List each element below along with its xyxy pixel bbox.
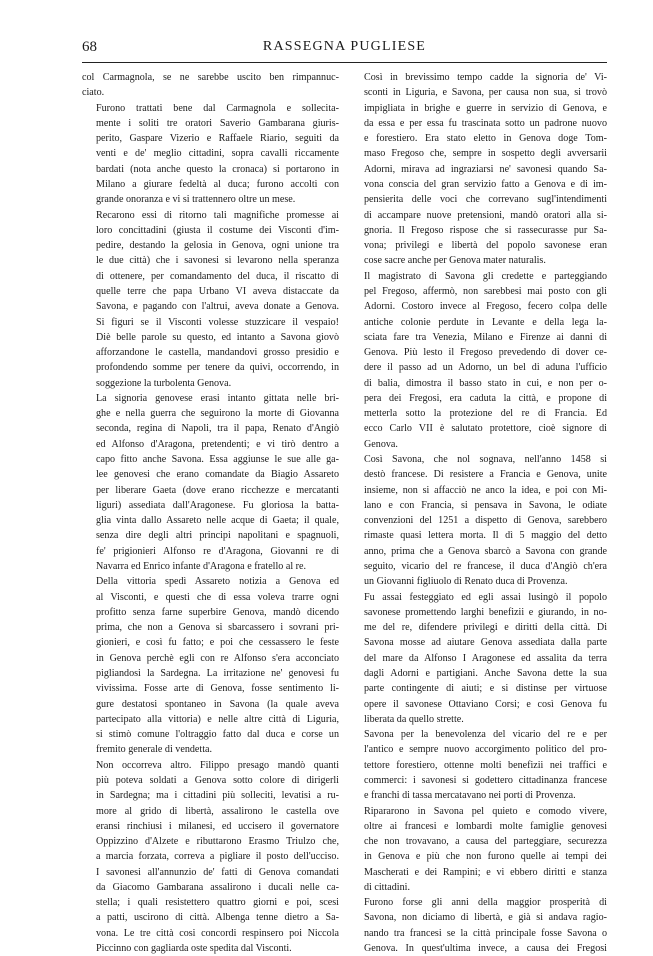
- page-number: 68: [82, 39, 97, 55]
- text-line: venti e de' meglio cittadini, sopra cavalli riccamente: [96, 148, 339, 160]
- text-line: e forestiero. Era stato eletto in Genova doge Tom-: [364, 133, 607, 145]
- text-line: da Giacomo Gambarana assalirono i ducali nelle ca-: [96, 881, 339, 893]
- text-line: senza dire degli altri principi napolitani e spagnuoli,: [96, 530, 339, 542]
- left-column: [82, 70, 339, 956]
- text-line: Fu assai festeggiato ed egli assai lusingò il popolo: [364, 591, 607, 603]
- text-line: grande onoranza e vi si trattennero oltre un mese.: [96, 194, 296, 206]
- text-line: anno, prima che a Genova sbarcò a Savona con grande: [364, 545, 607, 557]
- text-line: Navarra ed Enrico infante d'Aragona e fratello al re.: [96, 561, 307, 572]
- text-line: sconti in Liguria, e Savona, per causa non sua, si trovò: [364, 87, 607, 99]
- text-line: bardati (nota anche questo la cronaca) si portarono in: [96, 163, 339, 175]
- text-line: da essa e per essa fu trascinata sotto un padrone nuovo: [364, 117, 607, 129]
- text-line: nando tra francesi se la città principale fosse Savona o: [364, 927, 607, 939]
- text-line: me del re, difendere privilegi e diritti della città. Di: [364, 622, 607, 634]
- text-line: rimaste quasi lettera morta. Il dì 5 maggio del detto: [364, 530, 607, 542]
- text-line: Savona, e pagando con l'altrui, aveva donate a Genova.: [96, 301, 339, 313]
- text-line: gionieri, e così fu fatto; e poi che cessassero le feste: [96, 637, 339, 649]
- text-line: al Visconti, e questi che di essa voleva trarre ogni: [96, 591, 339, 603]
- text-line: pera dei Fregosi, era caduta la città, e propone di: [364, 392, 607, 404]
- text-line: pel Fregoso, affermò, non sarebbesi mai posto con gli: [364, 285, 607, 297]
- text-line: stella; i quali resistettero quattro giorni e poi, scesi: [96, 897, 339, 909]
- paragraph: [350, 804, 607, 896]
- text-line: lee genovesi che erano comandate da Biagio Assareto: [96, 469, 339, 481]
- text-line: parte contingente di aiuti; e si distinse per virtuose: [364, 683, 607, 695]
- text-line: che non trovavano, a causa del parteggiare, securezza: [364, 836, 607, 848]
- text-line: sciata fare tra Venezia, Milano e Firenze ai danni di: [364, 331, 607, 343]
- text-line: in Genova perchè egli con re Alfonso s'era acconciato: [96, 652, 339, 664]
- right-column: [350, 70, 607, 956]
- text-line: per liberare Gaeta (dove erano ricchezze e mercatanti: [96, 484, 339, 496]
- text-line: pigliandosi la Sardegna. La irritazione ne' genovesi fu: [96, 667, 339, 679]
- text-line: vona. Le tre città cosi concordi respinsero poi Niccola: [96, 927, 339, 939]
- text-line: impigliata in brighe e guerre in servizio di Genova, e: [364, 102, 607, 114]
- paragraph: [350, 452, 607, 590]
- paragraph: [350, 590, 607, 728]
- text-line: vona; privilegi e libertà del popolo savonese eran: [364, 240, 607, 252]
- text-line: mente i soliti tre oratori Saverio Gambarana giuris-: [96, 117, 339, 129]
- text-line: prima, che non a Genova si sbarcassero i sovrani pri-: [96, 622, 339, 634]
- text-line: gure destatosi spontaneo in Savona (la quale aveva: [96, 698, 339, 710]
- paragraph: [82, 574, 339, 757]
- text-line: ciato.: [82, 87, 105, 99]
- text-line: Furono trattati bene dal Carmagnola e sollecita-: [96, 102, 339, 114]
- text-line: Milano a giurare fedeltà al duca; furono accolti con: [96, 178, 339, 190]
- paragraph: [350, 895, 607, 956]
- text-line: pedire, destando la gelosia in Genova, ogni unione tra: [96, 240, 339, 252]
- text-line: partecipato alla vittoria) e nelle altre città di Liguria,: [96, 713, 339, 725]
- text-line: antiche colonie perdute in Levante e della lega la-: [364, 316, 607, 328]
- text-line: lano e con Francia, si pensava in Savona, le odiate: [364, 499, 607, 511]
- text-line: Savona per la benevolenza del vicario del re e per: [364, 729, 607, 741]
- text-line: soggezione la turbolenta Genova.: [96, 377, 232, 389]
- text-line: dagli Adorni e partigiani. Anche Savona dette la sua: [364, 667, 607, 679]
- paragraph: [82, 391, 339, 574]
- text-line: Ripararono in Savona pel quieto e comodo vivere,: [364, 805, 607, 817]
- text-line: col Carmagnola, se ne sarebbe uscito ben rimpannuc-: [82, 72, 339, 83]
- text-line: oltre ai francesi e lombardi molte famiglie genovesi: [364, 820, 607, 832]
- text-line: capo fitto anche Savona. Essa aggiunse le sue alle ga-: [96, 454, 339, 466]
- text-line: loro concittadini (giusta il costume dei Visconti d'im-: [96, 224, 339, 236]
- text-line: maso Fregoso che, sempre in sospetto degli avversarii: [364, 148, 607, 160]
- text-line: Così Savona, che nol sognava, nell'anno 1458 si: [364, 454, 607, 466]
- text-line: di cittadini.: [364, 881, 410, 893]
- text-line: e franchi di tassa mercatavano nei porti di Provenza.: [364, 790, 576, 802]
- paragraph: [82, 758, 339, 956]
- paragraph: [82, 70, 339, 101]
- text-line: di balia, dimostra il basso stato in cui, e non per o-: [364, 377, 607, 389]
- text-line: afforzandone le castella, mandandovi grosso presidio e: [96, 347, 339, 359]
- text-line: metterla sotto la protezione del re di Francia. Ed: [364, 408, 607, 420]
- paragraph: [350, 727, 607, 803]
- text-line: ghe e nella guerra che seguirono la morte di Giovanna: [96, 408, 339, 420]
- text-line: si stimò comune l'oltraggio fatto dal duca e corse un: [96, 729, 339, 741]
- text-line: di accampare nuove pretensioni, mandò oratori alla si-: [364, 209, 607, 221]
- text-line: Diè belle parole su questo, ed intanto a Savona giovò: [96, 331, 339, 343]
- text-line: Oppizzino d'Alzete e ributtarono Erasmo Triulzo che,: [96, 836, 339, 848]
- text-line: fremito generale di vendetta.: [96, 744, 213, 756]
- text-line: ed Alfonso d'Aragona, pretendenti; e vi tirò dentro a: [96, 438, 339, 450]
- paragraph: [350, 70, 607, 269]
- text-line: perito, Gaspare Vizerio e Raffaele Riario, seguiti da: [96, 133, 339, 145]
- text-line: eransi rinchiusi i milanesi, ed uccisero il governatore: [96, 820, 339, 832]
- text-line: Genova.: [364, 438, 398, 450]
- text-line: ecco Carlo VII è salutato protettore, cioè signore di: [364, 423, 607, 435]
- text-line: del mare da Alfonso I Aragonese ed assalita da terra: [364, 652, 607, 664]
- text-line: Piccinno con gagliarda oste spedita dal Visconti.: [96, 943, 292, 955]
- paragraph: [82, 101, 339, 208]
- text-line: gnoria. Il Fregoso rispose che si rassecurasse pur Sa-: [364, 224, 607, 236]
- text-line: commerci: i savonesi si godettero cittadinanza francese: [364, 774, 607, 786]
- text-line: Savona, non diciamo di libertà, e già si andava ragio-: [364, 912, 607, 924]
- text-line: Genova. Più lesto il Fregoso prevedendo di dover ce-: [364, 347, 607, 359]
- text-line: liberata da quello strette.: [364, 713, 464, 725]
- text-line: le due città) che i savonesi si levarono nella speranza: [96, 255, 339, 267]
- text-line: vivissima. Fosse arte di Genova, fosse sentimento li-: [96, 683, 339, 695]
- text-line: fe' prigionieri Alfonso re d'Aragona, Giovanni re di: [96, 545, 339, 557]
- text-line: cose sacre anche per Genova mater naturalis.: [364, 255, 546, 267]
- text-line: in Genova e più che non furono quelle ai tempi dei: [364, 851, 607, 863]
- text-line: vona conscia del gran servizio fatto a Genova e di im-: [364, 178, 607, 190]
- text-line: opere il savonese Ottaviano Corsi; e così Genova fu: [364, 698, 607, 710]
- text-line: un Giovanni figliuolo di Renato duca di Provenza.: [364, 576, 568, 588]
- text-line: Non occorreva altro. Filippo presago mandò quanti: [96, 759, 339, 771]
- text-line: insieme, non si affacciò ne anco la idea, e poi con Mi-: [364, 484, 607, 496]
- paragraph: [82, 208, 339, 391]
- text-line: Si figuri se il Visconti volesse stuzzicare il vespaio!: [96, 316, 339, 328]
- text-line: Savona mosse ad aiutare Genova assediata dalla parte: [364, 637, 607, 649]
- running-title: RASSEGNA PUGLIESE: [262, 39, 427, 54]
- text-line: seconda, regina di Napoli, tra il papa, Renato d'Angiò: [96, 423, 339, 435]
- text-line: dere il passo ad un Adorno, un bel di aduna l'ufficio: [364, 362, 607, 374]
- text-line: quelle terre che papa Urbano VI aveva distaccate da: [96, 285, 339, 297]
- text-line: seguito, vicario del re francese, il duca d'Angiò ch'era: [364, 561, 607, 572]
- text-line: Adorni. Costoro invece al Fregoso, fecero colpa delle: [364, 301, 607, 313]
- text-line: Adorni, mirava ad ingraziarsi ne' savonesi quando Sa-: [364, 163, 607, 175]
- text-line: in Sardegna; ma i cittadini più solleciti, levatisi a ru-: [96, 790, 339, 802]
- text-line: Della vittoria spedì Assareto notizia a Genova ed: [96, 576, 339, 588]
- text-line: glia vinta dallo Assareto nelle acque di Gaeta; il quale,: [96, 515, 339, 527]
- text-line: l'antico e sempre nuovo accorgimento politico del pro-: [364, 744, 607, 756]
- text-line: profondendo somme per tenere da quivi, occorrendo, in: [96, 362, 339, 374]
- text-line: destò francese. Di resistere a Francia e Genova, unite: [364, 469, 607, 481]
- text-line: a marcia forzata, correva a pigliare il posto dell'ucciso.: [96, 851, 339, 863]
- text-line: Genova. In quest'ultima invece, a causa dei Fregosi: [364, 943, 607, 955]
- text-line: more al grido di libertà, assalirono le castella ove: [96, 805, 339, 817]
- text-line: Furono forse gli anni della maggior prosperità di: [364, 897, 607, 909]
- text-line: Così in brevissimo tempo cadde la signoria de' Vi-: [364, 72, 607, 83]
- text-line: profitto senza farne superbire Genova, mandò dicendo: [96, 606, 339, 618]
- text-line: I savonesi all'annunzio de' fatti di Genova comandati: [96, 866, 339, 878]
- text-line: convenzioni del 1251 a dispetto di Genova, sarebbero: [364, 515, 607, 527]
- text-line: tettore forestiero, ottenne molti benefizii nei traffici e: [364, 759, 607, 771]
- text-line: Mascherati e dei Rampini; e vi ebbero diritti e stanza: [364, 866, 607, 878]
- text-line: savonese promettendo larghi benefizii e giurando, in no-: [364, 606, 607, 618]
- text-line: Il magistrato di Savona gli credette e parteggiando: [364, 270, 607, 282]
- text-line: Recarono essi di ritorno tali magnifiche promesse ai: [96, 209, 339, 221]
- page-header: [82, 36, 607, 56]
- paragraph: [350, 269, 607, 452]
- text-line: più poteva soldati a Genova sotto colore di dirigerli: [96, 774, 339, 786]
- text-line: La signoria genovese erasi intanto gittata nelle bri-: [96, 392, 339, 404]
- text-line: liguri) assediata dall'Aragonese. Fu gloriosa la batta-: [96, 499, 339, 511]
- text-line: pensierita delle voci che correvano sugl'intendimenti: [364, 194, 607, 206]
- text-line: a patti, uscirono di città. Albenga tenne dietro a Sa-: [96, 912, 339, 924]
- header-rule: [82, 62, 607, 63]
- text-line: di ottenere, per comandamento del duca, il riscatto di: [96, 270, 339, 282]
